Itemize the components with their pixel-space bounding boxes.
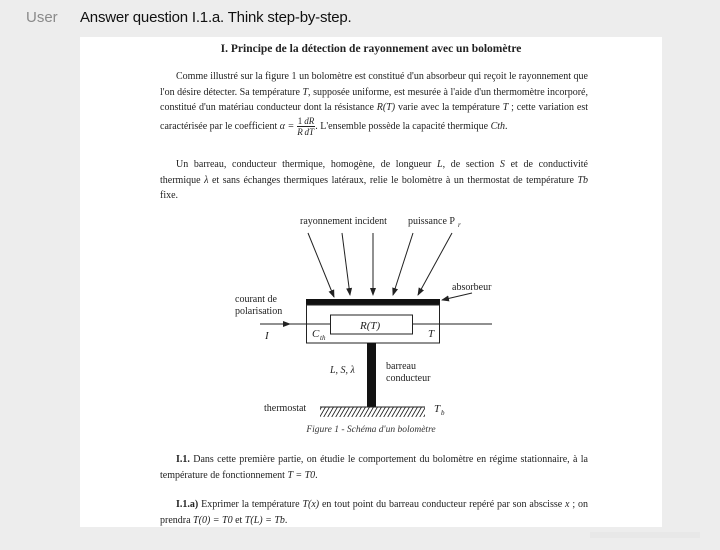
bolometer-diagram bbox=[220, 207, 520, 442]
question-I1a: I.1.a) Exprimer la température T(x) en tout point du barreau conducteur repéré par son abscisse x ; on prendra T(0) = T0 et T(L) = Tb. bbox=[160, 499, 589, 526]
svg-text:I: I bbox=[265, 330, 269, 342]
svg-text:C: C bbox=[312, 328, 320, 340]
absorber bbox=[306, 299, 440, 305]
svg-text:T: T bbox=[428, 328, 435, 340]
svg-text:th: th bbox=[320, 334, 326, 342]
svg-text:conducteur: conducteur bbox=[386, 373, 431, 384]
svg-text:thermostat: thermostat bbox=[264, 403, 307, 414]
svg-text:courant de: courant de bbox=[235, 294, 277, 305]
document-image bbox=[80, 37, 662, 527]
figure-caption: Figure 1 - Schéma d'un bolomètre bbox=[306, 425, 436, 435]
svg-text:polarisation: polarisation bbox=[235, 306, 283, 317]
thermostat-hatch bbox=[320, 407, 425, 417]
user-prompt: Answer question I.1.a. Think step-by-step. bbox=[80, 9, 352, 26]
label-absorber: absorbeur bbox=[452, 282, 492, 293]
fraction-dR-dT: $\frac{dR}{dT}$ bbox=[304, 115, 315, 137]
role-label: User bbox=[26, 9, 58, 26]
paragraph-bar: Un barreau, conducteur thermique, homogène, de longueur L, de section S et de conductivité thermique λ et sans échanges thermiques latéraux, relie le bolomètre à un thermostat de température Tb fixe. bbox=[160, 159, 588, 201]
paragraph-intro: Comme illustré sur la figure 1 un bolomètre est constitué d'un absorbeur qui reçoit le rayonnement que l'on désire détecter. Sa température T, supposée uniforme, est mesurée à l'aide d'un thermomètre incorporé, constitué d'un matériau conducteur dont la résistance R(T) varie avec la température T ; cette variation est caractérisée par le coefficient α = $\frac{1}{R}$ $\frac{dR}{dT}$ . L'ensemble possède la capacité thermique Cth. bbox=[160, 71, 588, 137]
faint-watermark bbox=[590, 532, 700, 538]
fraction-1-over-R: $\frac{1}{R}$ bbox=[297, 115, 303, 137]
svg-text:r: r bbox=[458, 221, 461, 229]
svg-text:b: b bbox=[441, 409, 445, 417]
label-power: puissance P bbox=[408, 216, 455, 227]
svg-text:L, S, λ: L, S, λ bbox=[330, 365, 355, 376]
svg-text:barreau: barreau bbox=[386, 361, 416, 372]
document-title: I. Principe de la détection de rayonnement avec un bolomètre bbox=[220, 43, 522, 55]
conductive-bar bbox=[367, 343, 376, 407]
question-I1: I.1. Dans cette première partie, on étudie le comportement du bolomètre en régime stationnaire, à la température de fonctionnement T = T0. bbox=[160, 454, 588, 481]
label-incident: rayonnement incident bbox=[300, 216, 387, 227]
svg-text:R(T): R(T) bbox=[360, 320, 381, 332]
svg-text:T: T bbox=[434, 403, 441, 415]
